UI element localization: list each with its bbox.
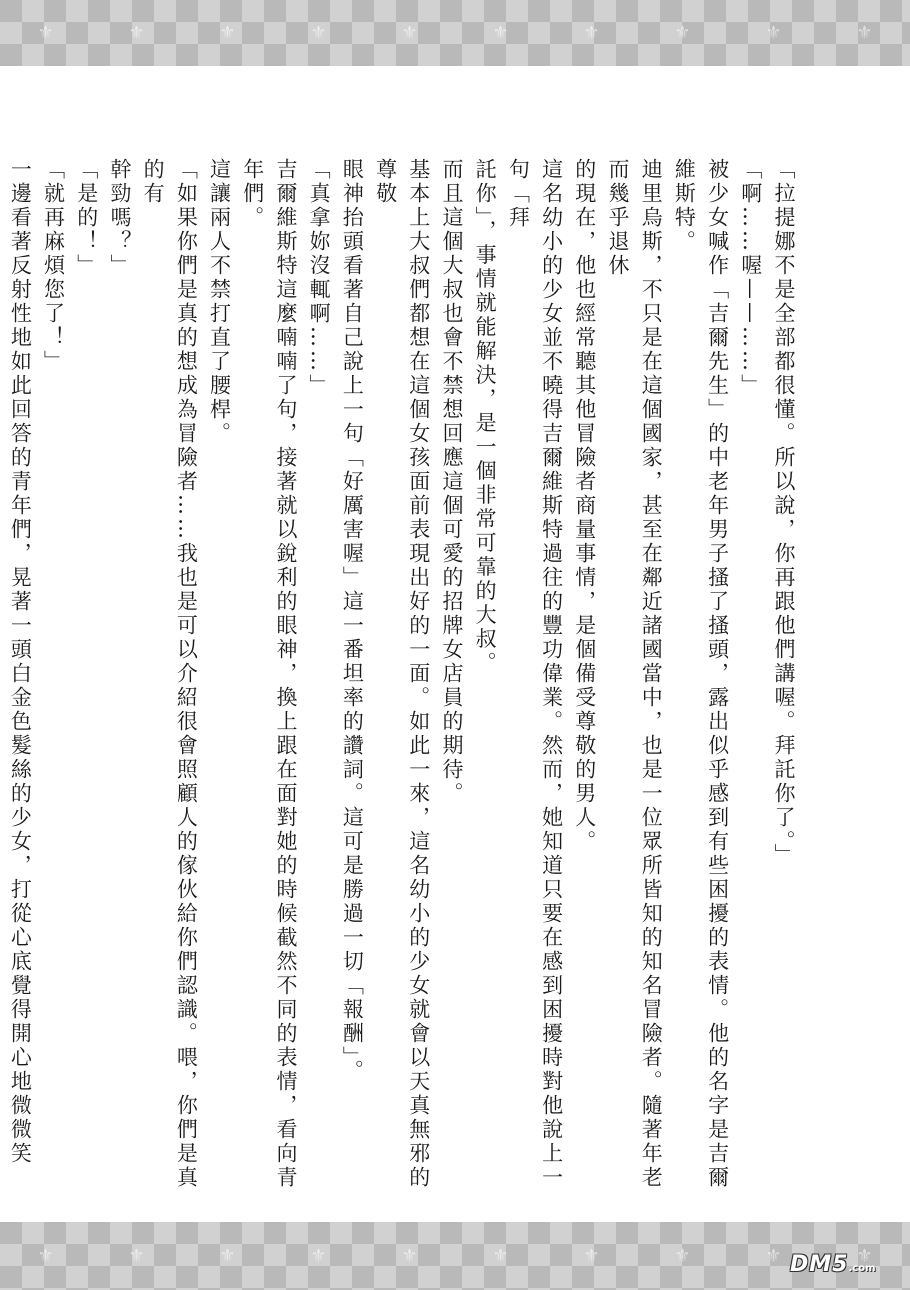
text-line: 託你」，事情就能解決，是一個非常可靠的大叔。 — [473, 158, 498, 676]
text-line: 而且這個大叔也會不禁想回應這個可愛的招牌女店員的期待。 — [439, 158, 464, 806]
watermark-brand: DM5 — [790, 1252, 849, 1277]
text-line: 「就再麻煩您了！」 — [41, 158, 66, 374]
text-line: 基本上大叔們都想在這個女孩面前表現出好的一面。如此一來，這名幼小的少女就會以天真無邪的尊敬 — [373, 158, 431, 1190]
text-line: 「拉提娜不是全部都很懂。所以說，你再跟他們講喔。拜託你了。」 — [772, 158, 796, 868]
text-line: 「如果你們是真的想成為冒險者……我也是可以介紹很會照顧人的傢伙給你們認識。喂，你們是真的有 — [141, 158, 199, 1190]
watermark-domain: .com — [848, 1263, 876, 1274]
text-line: 「是的！」 — [74, 158, 99, 278]
top-decorative-band — [0, 0, 910, 66]
bottom-decorative-band — [0, 1222, 910, 1290]
text-line: 一邊看著反射性地如此回答的青年們，晃著一頭白金色髮絲的少女，打從心底覺得開心地微微笑 — [8, 158, 33, 1166]
site-watermark-logo — [790, 1252, 902, 1282]
text-line: 的現在，他也經常聽其他冒險者商量事情，是個備受尊敬的男人。 — [572, 158, 597, 854]
text-line: 幹勁嗎？」 — [107, 158, 132, 278]
text-line: 「啊……喔——……」 — [738, 158, 763, 398]
text-line: 「真拿妳沒輒啊……」 — [307, 158, 332, 398]
text-line: 這名幼小的少女並不曉得吉爾維斯特過往的豐功偉業。然而，她知道只要在感到困擾時對他說上一句「拜 — [506, 158, 564, 1190]
text-line: 吉爾維斯特這麼喃喃了句，接著就以銳利的眼神，換上跟在面對她的時候截然不同的表情，看向青年們。 — [240, 158, 298, 1190]
text-line: 眼神抬頭看著自己說上一句「好厲害喔」這一番坦率的讚詞。這可是勝過一切「報酬」。 — [340, 158, 365, 1084]
text-line: 被少女喊作「吉爾先生」的中老年男子搔了搔頭，露出似乎感到有些困擾的表情。他的名字是吉爾維斯特。 — [672, 158, 730, 1190]
top-fleur-pattern: ⚜ ⚜ ⚜ ⚜ ⚜ ⚜ ⚜ ⚜ ⚜ ⚜ — [37, 22, 873, 44]
bottom-fleur-pattern: ⚜ ⚜ ⚜ ⚜ ⚜ ⚜ ⚜ ⚜ ⚜ ⚜ — [37, 1245, 873, 1267]
text-line: 迪里烏斯，不只是在這個國家，甚至在鄰近諸國當中，也是一位眾所皆知的知名冒險者。隨著年老而幾乎退休 — [605, 158, 664, 1190]
vertical-text-body — [8, 158, 800, 1198]
text-line: 這讓兩人不禁打直了腰桿。 — [207, 158, 232, 446]
